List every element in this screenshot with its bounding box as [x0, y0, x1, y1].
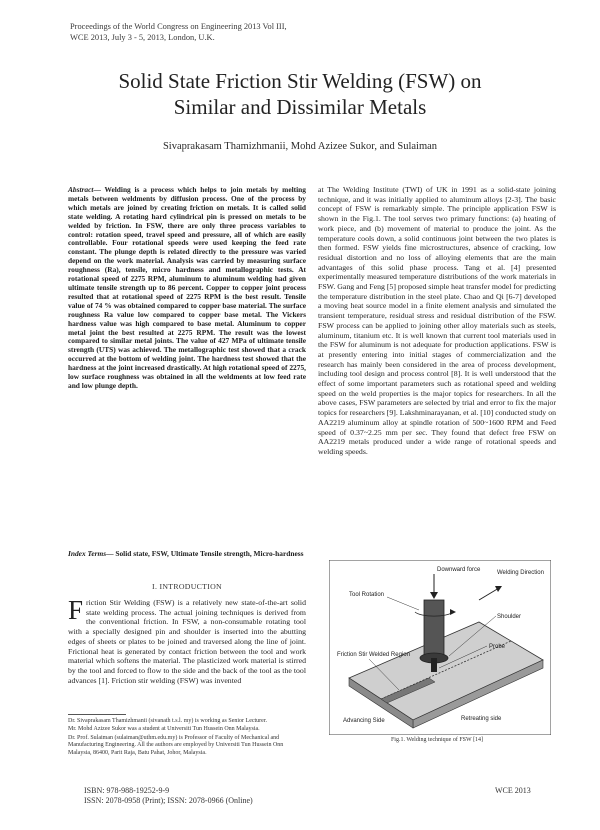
label-shoulder: Shoulder: [497, 614, 522, 620]
abstract-text: — Welding is a process which helps to join metals by melting metals between weldments by diffusion process. One of the process by which metals are joined by creating friction on metals. It is called solid state welding. A rotating hard cylindrical pin is pressed on metals to be welded by friction. In FSW, there are only three process variables to control: rotation speed, travel speed and pressure, all of which are easily controllable. Four rotational speeds were used keeping the feed rate constant. The plunge depth is related directly to the pressure was varied depend on the work material. Analysis was carried by measuring surface roughness (Ra), tensile, micro hardness and metallographic tests. At rotational speed of 2275 RPM, aluminum to aluminum welding had given ultimate tensile strength up to 86 percent. Copper to copper joint process resulted that at rotational speed of 2275 RPM is the best result. Tensile value of 74 % was obtained compared to copper base material. The surface roughness Ra value low compared to copper base metal. The Vickers hardness value was high compared to base metal. Aluminum to copper metal joint the best resulted at 2275 RPM. The result was the lowest compared to similar metal joints. The value of 427 MPa of ultimate tensile strength (UTS) was achieved. The metallographic test showed that a crack occurred at the bottom of welding joint. The hardness test showed that the hardness at the joint increased drastically. At high rotational speed of 2275, low surface roughness was obtained in all the weldments at low feed rate and low plunge depth.: [68, 185, 306, 390]
label-downward-force: Downward force: [437, 567, 481, 573]
proceedings-header: [70, 22, 287, 43]
right-column-text: at The Welding Institute (TWI) of UK in 1991 as a solid-state joining technique, and it was initially applied to aluminum alloys [2-3]. The basic concept of FSW is remarkably simple. The principle application FSW is shown in the Fig.1. The tool serves two primary functions: (a) heating of work piece, and (b) movement of material to produce the joint. As the temperature cools down, a solid continuous joint between the two plates is then formed. FSW yields fine microstructures, absence of cracking, low residual distortion and no loss of alloying elements that are the main advantages of this solid phase process. Tang et al. [4] presented experimentally measured temperature distributions of the work materials in FSW. Gang and Feng [5] proposed simple heat transfer model for predicting the temperature distribution in the steel plate. Chao and Qi [6-7] developed a moving heat source model in a finite element analysis and simulated the transient temperature, residual stress and residual distribution of the FSW. FSW process can be applied to joining other alloy materials such as steels, aluminum, titanium etc. It is well known that current tool materials used in the FSW for aluminum is not adequate for production applications. FSW is at presently entering into initial stages of commercialization and the research has mainly been considered in the area of process development, including tool design and process control [8]. It is well understood that the effect of some important parameters such as rotational speed and welding speed on the weld properties is the major topics for researchers. In all the above cases, FSW parameters are selected by trial and error to fix the major topics for researchers [9]. Lakshminarayanan, et al. [10] conducted study on AA2219 aluminum alloy at spindle rotation of 500~1600 RPM and Feed speed of 0.37~2.25 mm per sec. They found that defect free FSW on AA2219 metals produced under a wide range of rotational speeds and welding speeds.: [318, 185, 556, 456]
label-welding-direction: Welding Direction: [497, 570, 544, 576]
fsw-diagram: [329, 560, 551, 735]
label-tool-rotation: Tool Rotation: [349, 592, 385, 598]
header-line-2: WCE 2013, July 3 - 5, 2013, London, U.K.: [70, 32, 215, 42]
footer-issn: ISSN: 2078-0958 (Print); ISSN: 2078-0966 (Online): [84, 796, 253, 805]
tool-body: [424, 600, 444, 658]
footnotes: [68, 718, 306, 758]
figure-caption: Fig.1. Welding technique of FSW [14]: [390, 737, 484, 743]
section-heading-introduction: I. INTRODUCTION: [152, 582, 222, 591]
label-probe: Probe: [489, 644, 506, 650]
fsw-figure: [329, 560, 551, 735]
footer-isbn: ISBN: 978-988-19252-9-9: [84, 786, 170, 795]
footer-identifiers: [84, 786, 253, 806]
footer-conference: WCE 2013: [495, 786, 531, 795]
paper-title: [60, 68, 540, 120]
label-retreating-side: Retreating side: [461, 716, 502, 722]
title-line-2: Similar and Dissimilar Metals: [173, 95, 427, 119]
abstract: [68, 186, 306, 391]
header-line-1: Proceedings of the World Congress on Engineering 2013 Vol III,: [70, 22, 287, 31]
label-advancing-side: Advancing Side: [343, 718, 385, 724]
index-terms: [68, 550, 306, 559]
authors: Sivaprakasam Thamizhmanii, Mohd Azizee Sukor, and Sulaiman: [162, 141, 438, 152]
footnote: Mr. Mohd Azizee Sukor was a student at Universiti Tun Hussein Onn Malaysia.: [68, 726, 260, 733]
footnote-divider: [68, 714, 126, 715]
abstract-lead: Abstract: [68, 185, 94, 194]
introduction-text: [68, 595, 306, 685]
tool-probe: [431, 658, 437, 672]
footnote: Dr. Prof. Sulaiman (sulaiman@uthm.edu.my) is Professor of Faculty of Mechanical and Manufacturing Engineering. All the authors are employed by Universiti Tun Hussein Onn Malaysia, 86400, Parit Raja, Batu Pahat, Johor, Malaysia.: [68, 734, 284, 756]
title-line-1: Solid State Friction Stir Welding (FSW) on: [118, 69, 482, 93]
introduction-body: riction Stir Welding (FSW) is a relatively new state-of-the-art solid state welding process. The actual joining techniques is derived from the conventional friction. In FSW, a non-consumable rotating tool with a specially designed pin and shoulder is inserted into the abutting edges of sheets or plates to be joined and traversed along the line of joint. Frictional heat is generated by contact friction between the tool and work material which softens the material. The plasticized work material is stirred by the tool and forced to flow to the side and the back of the tool as the tool advances [1]. Friction stir welding (FSW) was invented: [68, 598, 306, 685]
index-terms-text: — Solid state, FSW, Ultimate Tensile strength, Micro-hardness: [106, 549, 304, 558]
label-welded-region: Friction Stir Welded Region: [337, 652, 410, 658]
drop-cap: F: [68, 595, 84, 625]
index-terms-lead: Index Terms: [68, 549, 107, 558]
footnote: Dr. Sivaprakasam Thamizhmanii (sivanath t.s.l. my) is working as Senior Lecturer.: [68, 718, 268, 724]
